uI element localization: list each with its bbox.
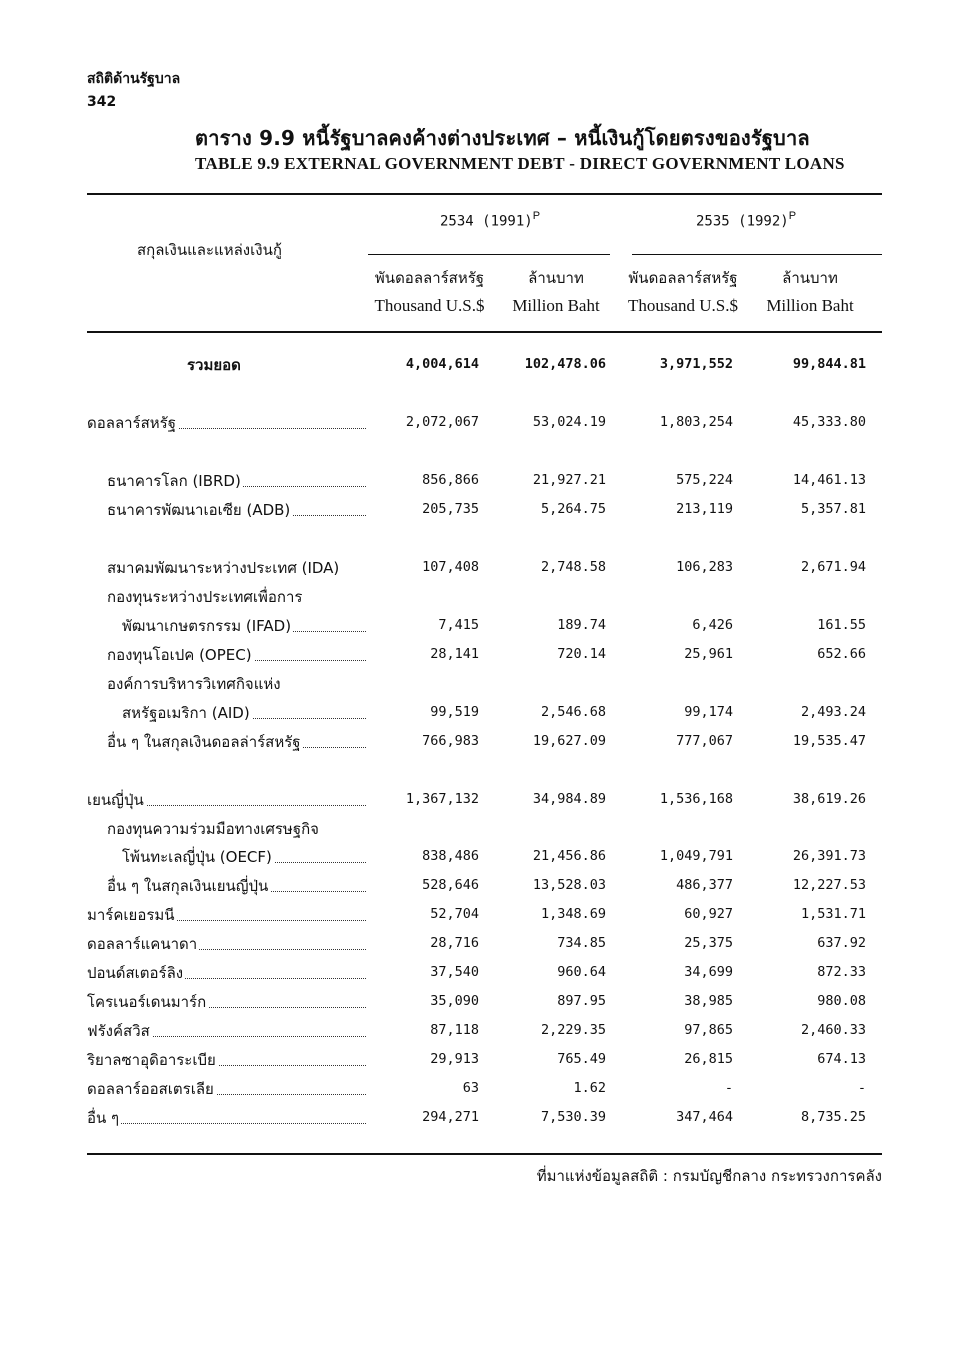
row-value-col-2: 1,348.69 (540, 906, 606, 922)
row-value-col-3: 60,927 (684, 906, 733, 922)
row-value-col-4: 99,844.81 (792, 356, 866, 372)
row-value-col-4: 5,357.81 (800, 501, 866, 517)
row-value-col-3: 25,375 (684, 935, 733, 951)
row-label-text: พัฒนาเกษตรกรรม (IFAD) (122, 617, 292, 635)
row-value-col-1: 856,866 (422, 472, 479, 488)
table-row (0, 1107, 966, 1131)
row-value-col-3: 106,283 (676, 559, 733, 575)
row-value-col-3: 1,049,791 (659, 848, 733, 864)
row-value-col-3: 347,464 (676, 1109, 733, 1125)
row-value-col-1: 205,735 (422, 501, 479, 517)
table-row (0, 731, 966, 755)
col-heading-english: Million Baht (766, 296, 854, 315)
row-label-text: องค์การบริหารวิเทศกิจแห่ง (107, 675, 281, 693)
row-value-col-4: 652.66 (817, 646, 866, 662)
row-value-col-4: 38,619.26 (792, 791, 866, 807)
row-label (122, 702, 366, 724)
row-value-col-3: 213,119 (676, 501, 733, 517)
col-heading-english: Thousand U.S.$ (627, 296, 739, 315)
row-label-text: ดอลลาร์ออสเตรเลีย (87, 1080, 214, 1098)
row-value-col-3: 486,377 (676, 877, 733, 893)
table-row (0, 586, 966, 610)
row-value-col-1: 35,090 (430, 993, 479, 1009)
row-value-col-4: 161.55 (817, 617, 866, 633)
row-label-text: ดอลลาร์แคนาดา (87, 935, 198, 953)
row-value-col-1: 528,646 (422, 877, 479, 893)
row-label-text: โพ้นทะเลญี่ปุ่น (OECF) (122, 848, 272, 866)
row-value-col-1: 87,118 (430, 1022, 479, 1038)
table-row (0, 412, 966, 436)
table-row (0, 615, 966, 639)
table-title-thai: ตาราง 9.9 หนี้รัฐบาลคงค้างต่างประเทศ – หนี้เงินกู้โดยตรงของรัฐบาล (195, 126, 810, 150)
row-value-col-3: 25,961 (684, 646, 733, 662)
row-value-col-1: 766,983 (422, 733, 479, 749)
row-label-text: ดอลลาร์สหรัฐ (87, 414, 176, 432)
row-value-col-3: 97,865 (684, 1022, 733, 1038)
year-label: 2535 (1992) (696, 213, 789, 230)
table-row (0, 991, 966, 1015)
year-heading-1991 (440, 210, 540, 229)
row-label (87, 904, 366, 926)
row-value-col-1: 28,716 (430, 935, 479, 951)
row-value-col-1: 4,004,614 (405, 356, 479, 372)
row-value-col-2: 2,229.35 (540, 1022, 606, 1038)
row-value-col-2: 960.64 (557, 964, 606, 980)
row-label (87, 412, 366, 434)
row-value-col-2: 189.74 (557, 617, 606, 633)
row-label (87, 789, 366, 811)
col-heading-thai: ล้านบาท (782, 269, 838, 287)
row-value-col-4: 19,535.47 (792, 733, 866, 749)
row-value-col-3: 3,971,552 (659, 356, 733, 372)
row-value-col-4: 8,735.25 (800, 1109, 866, 1125)
row-label-text: ริยาลซาอุดิอาระเบีย (87, 1051, 216, 1069)
row-value-col-2: 2,748.58 (540, 559, 606, 575)
row-value-col-3: 26,815 (684, 1051, 733, 1067)
row-label (87, 1107, 366, 1129)
table-row (0, 1078, 966, 1102)
row-label-text: กองทุนระหว่างประเทศเพื่อการ (107, 588, 303, 606)
col-heading-thai: พันดอลลาร์สหรัฐ (628, 269, 738, 287)
row-value-col-2: 7,530.39 (540, 1109, 606, 1125)
row-label (87, 1049, 366, 1071)
row-label-text: อื่น ๆ ในสกุลเงินดอลล่าร์สหรัฐ (107, 733, 301, 751)
header-bottom-rule (87, 331, 882, 333)
row-label (87, 1078, 366, 1100)
row-value-col-4: 14,461.13 (792, 472, 866, 488)
table-row (0, 818, 966, 842)
row-value-col-4: 637.92 (817, 935, 866, 951)
row-label (87, 933, 366, 955)
year-label: 2534 (1991) (440, 213, 533, 230)
row-label (87, 962, 366, 984)
row-label-text: ธนาคารโลก (IBRD) (107, 472, 241, 490)
table-row (0, 557, 966, 581)
table-row (0, 1049, 966, 1073)
row-value-col-3: 38,985 (684, 993, 733, 1009)
col-heading-thai: พันดอลลาร์สหรัฐ (374, 269, 485, 287)
table-row (0, 846, 966, 870)
table-row (0, 933, 966, 957)
row-value-col-2: 734.85 (557, 935, 606, 951)
row-value-col-1: 838,486 (422, 848, 479, 864)
row-value-col-2: 1.62 (573, 1080, 606, 1096)
row-label (107, 644, 366, 666)
table-row (0, 702, 966, 726)
row-value-col-2: 53,024.19 (532, 414, 606, 430)
row-label (107, 586, 304, 608)
row-label (107, 818, 321, 840)
row-label (87, 1020, 366, 1042)
row-value-col-1: 37,540 (430, 964, 479, 980)
row-value-col-2: 2,546.68 (540, 704, 606, 720)
row-value-col-4: 2,460.33 (800, 1022, 866, 1038)
row-label-text: ปอนด์สเตอร์ลิง (87, 964, 184, 982)
row-value-col-3: - (724, 1080, 733, 1096)
row-value-col-1: 2,072,067 (405, 414, 479, 430)
col-heading-english: Thousand U.S.$ (374, 296, 485, 315)
row-value-col-1: 28,141 (430, 646, 479, 662)
source-note: ที่มาแห่งข้อมูลสถิติ : กรมบัญชีกลาง กระทรวงการคลัง (536, 1167, 882, 1185)
row-value-col-4: 674.13 (817, 1051, 866, 1067)
table-top-rule (87, 193, 882, 195)
row-value-col-3: 777,067 (676, 733, 733, 749)
row-value-col-1: 107,408 (422, 559, 479, 575)
row-value-col-4: - (857, 1080, 866, 1096)
row-value-col-4: 980.08 (817, 993, 866, 1009)
row-value-col-3: 575,224 (676, 472, 733, 488)
row-value-col-3: 6,426 (692, 617, 733, 633)
row-value-col-3: 1,536,168 (659, 791, 733, 807)
row-value-col-2: 897.95 (557, 993, 606, 1009)
row-value-col-1: 52,704 (430, 906, 479, 922)
col-heading-4 (758, 266, 862, 316)
row-value-col-1: 7,415 (438, 617, 479, 633)
row-value-col-2: 21,927.21 (532, 472, 606, 488)
row-value-col-4: 2,671.94 (800, 559, 866, 575)
row-label (107, 731, 366, 753)
table-row (0, 499, 966, 523)
row-value-col-1: 63 (462, 1080, 479, 1096)
row-value-col-4: 1,531.71 (800, 906, 866, 922)
table-row (0, 354, 966, 378)
year-underline-1991 (368, 254, 610, 255)
table-row (0, 875, 966, 899)
row-label-text: มาร์คเยอรมนี (87, 906, 175, 924)
row-value-col-1: 1,367,132 (405, 791, 479, 807)
col-heading-thai: ล้านบาท (528, 269, 584, 287)
row-value-col-4: 12,227.53 (792, 877, 866, 893)
stub-heading: สกุลเงินและแหล่งเงินกู้ (137, 241, 282, 259)
row-label (122, 846, 366, 868)
row-value-col-3: 34,699 (684, 964, 733, 980)
preliminary-mark: P (788, 210, 797, 222)
col-heading-1 (367, 266, 492, 316)
row-label-text: เยนญี่ปุ่น (87, 791, 144, 809)
row-value-col-2: 5,264.75 (540, 501, 606, 517)
row-label-text: อื่น ๆ ในสกุลเงินเยนญี่ปุ่น (107, 877, 269, 895)
row-label-text: รวมยอด (187, 356, 241, 374)
table-row (0, 789, 966, 813)
row-value-col-4: 26,391.73 (792, 848, 866, 864)
row-value-col-4: 2,493.24 (800, 704, 866, 720)
row-value-col-4: 45,333.80 (792, 414, 866, 430)
row-label (122, 615, 366, 637)
row-value-col-2: 21,456.86 (532, 848, 606, 864)
row-label (107, 499, 366, 521)
table-row (0, 470, 966, 494)
dot-leader (87, 1123, 366, 1124)
table-row (0, 673, 966, 697)
row-label-text: อื่น ๆ (87, 1109, 120, 1127)
table-bottom-rule (87, 1153, 882, 1155)
col-heading-english: Million Baht (512, 296, 600, 315)
row-label (107, 557, 341, 579)
row-value-col-2: 19,627.09 (532, 733, 606, 749)
col-heading-3 (619, 266, 747, 316)
table-row (0, 962, 966, 986)
row-value-col-3: 99,174 (684, 704, 733, 720)
row-value-col-2: 13,528.03 (532, 877, 606, 893)
row-value-col-1: 99,519 (430, 704, 479, 720)
row-label (187, 354, 243, 376)
row-value-col-2: 720.14 (557, 646, 606, 662)
table-row (0, 904, 966, 928)
row-label-text: ธนาคารพัฒนาเอเซีย (ADB) (107, 501, 291, 519)
year-heading-1992 (696, 210, 796, 229)
page-number: 342 (87, 94, 117, 110)
table-title-english: TABLE 9.9 EXTERNAL GOVERNMENT DEBT - DIRECT GOVERNMENT LOANS (195, 154, 845, 173)
row-label (107, 875, 366, 897)
row-label (107, 470, 366, 492)
row-value-col-1: 294,271 (422, 1109, 479, 1125)
table-row (0, 1020, 966, 1044)
section-header: สถิติด้านรัฐบาล (87, 71, 181, 87)
row-label-text: กองทุนความร่วมมือทางเศรษฐกิจ (107, 820, 319, 838)
row-label (87, 991, 366, 1013)
row-value-col-2: 102,478.06 (524, 356, 606, 372)
row-value-col-2: 765.49 (557, 1051, 606, 1067)
row-label-text: ฟรังค์สวิส (87, 1022, 150, 1040)
year-underline-1992 (632, 254, 882, 255)
row-label-text: กองทุนโอเปค (OPEC) (107, 646, 252, 664)
row-label-text: สมาคมพัฒนาระหว่างประเทศ (IDA) (107, 559, 340, 577)
preliminary-mark: P (532, 210, 541, 222)
col-heading-2 (505, 266, 607, 316)
row-label-text: โครเนอร์เดนมาร์ก (87, 993, 207, 1011)
row-value-col-1: 29,913 (430, 1051, 479, 1067)
row-label (107, 673, 283, 695)
table-row (0, 644, 966, 668)
row-value-col-4: 872.33 (817, 964, 866, 980)
row-value-col-3: 1,803,254 (659, 414, 733, 430)
row-value-col-2: 34,984.89 (532, 791, 606, 807)
row-label-text: สหรัฐอเมริกา (AID) (122, 704, 250, 722)
